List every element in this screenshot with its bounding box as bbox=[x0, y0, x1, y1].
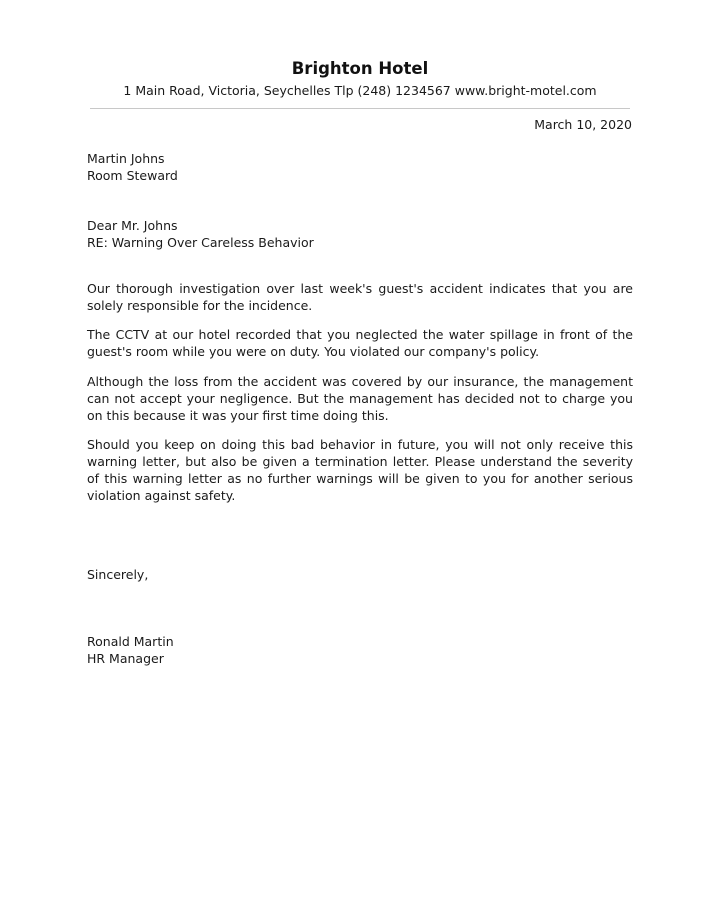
hotel-name: Brighton Hotel bbox=[291, 59, 429, 78]
letterhead-divider bbox=[90, 108, 630, 109]
body-paragraph-3: Although the loss from the accident was covered by our insurance, the management can not accept your negligence. But the management has decided not to charge you on this because it was your first time doing this. bbox=[87, 374, 633, 423]
recipient-name: Martin Johns bbox=[87, 151, 165, 166]
body-paragraph-4: Should you keep on doing this bad behavior in future, you will not only receive this warning letter, but also be given a termination letter. Please understand the severity of this warning letter as no further warnings will be given to you for another serious violation against safety. bbox=[87, 437, 633, 503]
salutation: Dear Mr. Johns bbox=[87, 218, 178, 233]
body-paragraph-2: The CCTV at our hotel recorded that you neglected the water spillage in front of the guest's room while you were on duty. You violated our company's policy. bbox=[87, 327, 633, 359]
sender-name: Ronald Martin bbox=[87, 634, 174, 649]
sender-title: HR Manager bbox=[87, 651, 164, 666]
subject-line: RE: Warning Over Careless Behavior bbox=[87, 235, 314, 250]
letter-date: March 10, 2020 bbox=[534, 117, 632, 132]
recipient-title: Room Steward bbox=[87, 168, 178, 183]
closing: Sincerely, bbox=[87, 567, 149, 582]
hotel-address: 1 Main Road, Victoria, Seychelles Tlp (248) 1234567 www.bright-motel.com bbox=[123, 83, 597, 98]
body-paragraph-1: Our thorough investigation over last week's guest's accident indicates that you are solely responsible for the incidence. bbox=[87, 281, 633, 313]
